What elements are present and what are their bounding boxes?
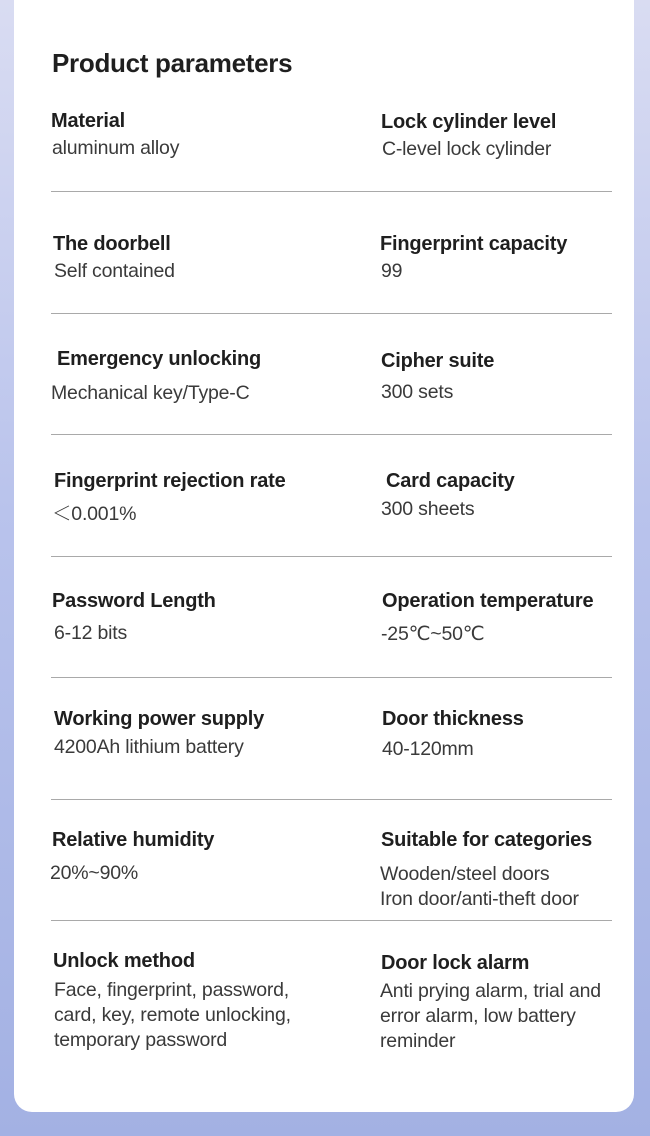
param-value-card-capacity: 300 sheets: [381, 498, 475, 520]
param-label-emergency-unlocking: Emergency unlocking: [57, 348, 262, 370]
param-label-doorbell: The doorbell: [53, 233, 171, 255]
param-label-relative-humidity: Relative humidity: [52, 829, 215, 851]
param-label-lock-cylinder-level: Lock cylinder level: [381, 111, 557, 133]
param-value-fingerprint-rejection-rate: ＜0.001%: [52, 503, 137, 525]
param-label-suitable-for-categories: Suitable for categories: [381, 829, 593, 851]
param-value-fingerprint-capacity: 99: [381, 260, 403, 282]
param-value-emergency-unlocking: Mechanical key/Type-C: [51, 382, 250, 404]
param-label-password-length: Password Length: [52, 590, 216, 612]
param-value-operation-temperature: -25℃~50℃: [381, 623, 485, 645]
param-value-relative-humidity: 20%~90%: [50, 862, 139, 884]
row-divider: [51, 434, 612, 435]
param-value-unlock-method: Face, fingerprint, password, card, key, remote unlocking, temporary password: [54, 979, 291, 1051]
param-label-working-power-supply: Working power supply: [54, 708, 265, 730]
param-label-unlock-method: Unlock method: [53, 950, 195, 972]
param-value-suitable-for-categories: Wooden/steel doors Iron door/anti-theft door: [380, 863, 579, 910]
row-divider: [51, 556, 612, 557]
row-divider: [51, 191, 612, 192]
param-label-cipher-suite: Cipher suite: [381, 350, 495, 372]
param-value-lock-cylinder-level: C-level lock cylinder: [382, 138, 552, 160]
param-label-material: Material: [51, 110, 125, 132]
row-divider: [51, 920, 612, 921]
param-value-door-lock-alarm: Anti prying alarm, trial and error alarm, low battery reminder: [380, 980, 601, 1052]
param-value-doorbell: Self contained: [54, 260, 175, 282]
row-divider: [51, 313, 612, 314]
param-label-fingerprint-rejection-rate: Fingerprint rejection rate: [54, 470, 286, 492]
param-value-password-length: 6-12 bits: [54, 622, 127, 644]
page-title: Product parameters: [52, 48, 293, 78]
param-value-working-power-supply: 4200Ah lithium battery: [54, 736, 244, 758]
param-label-operation-temperature: Operation temperature: [382, 590, 594, 612]
param-value-door-thickness: 40-120mm: [382, 738, 474, 760]
row-divider: [51, 677, 612, 678]
row-divider: [51, 799, 612, 800]
param-value-material: aluminum alloy: [52, 137, 180, 159]
param-value-cipher-suite: 300 sets: [381, 381, 454, 403]
param-label-fingerprint-capacity: Fingerprint capacity: [380, 233, 568, 255]
param-label-door-thickness: Door thickness: [382, 708, 524, 730]
param-label-door-lock-alarm: Door lock alarm: [381, 952, 530, 974]
param-label-card-capacity: Card capacity: [386, 470, 515, 492]
